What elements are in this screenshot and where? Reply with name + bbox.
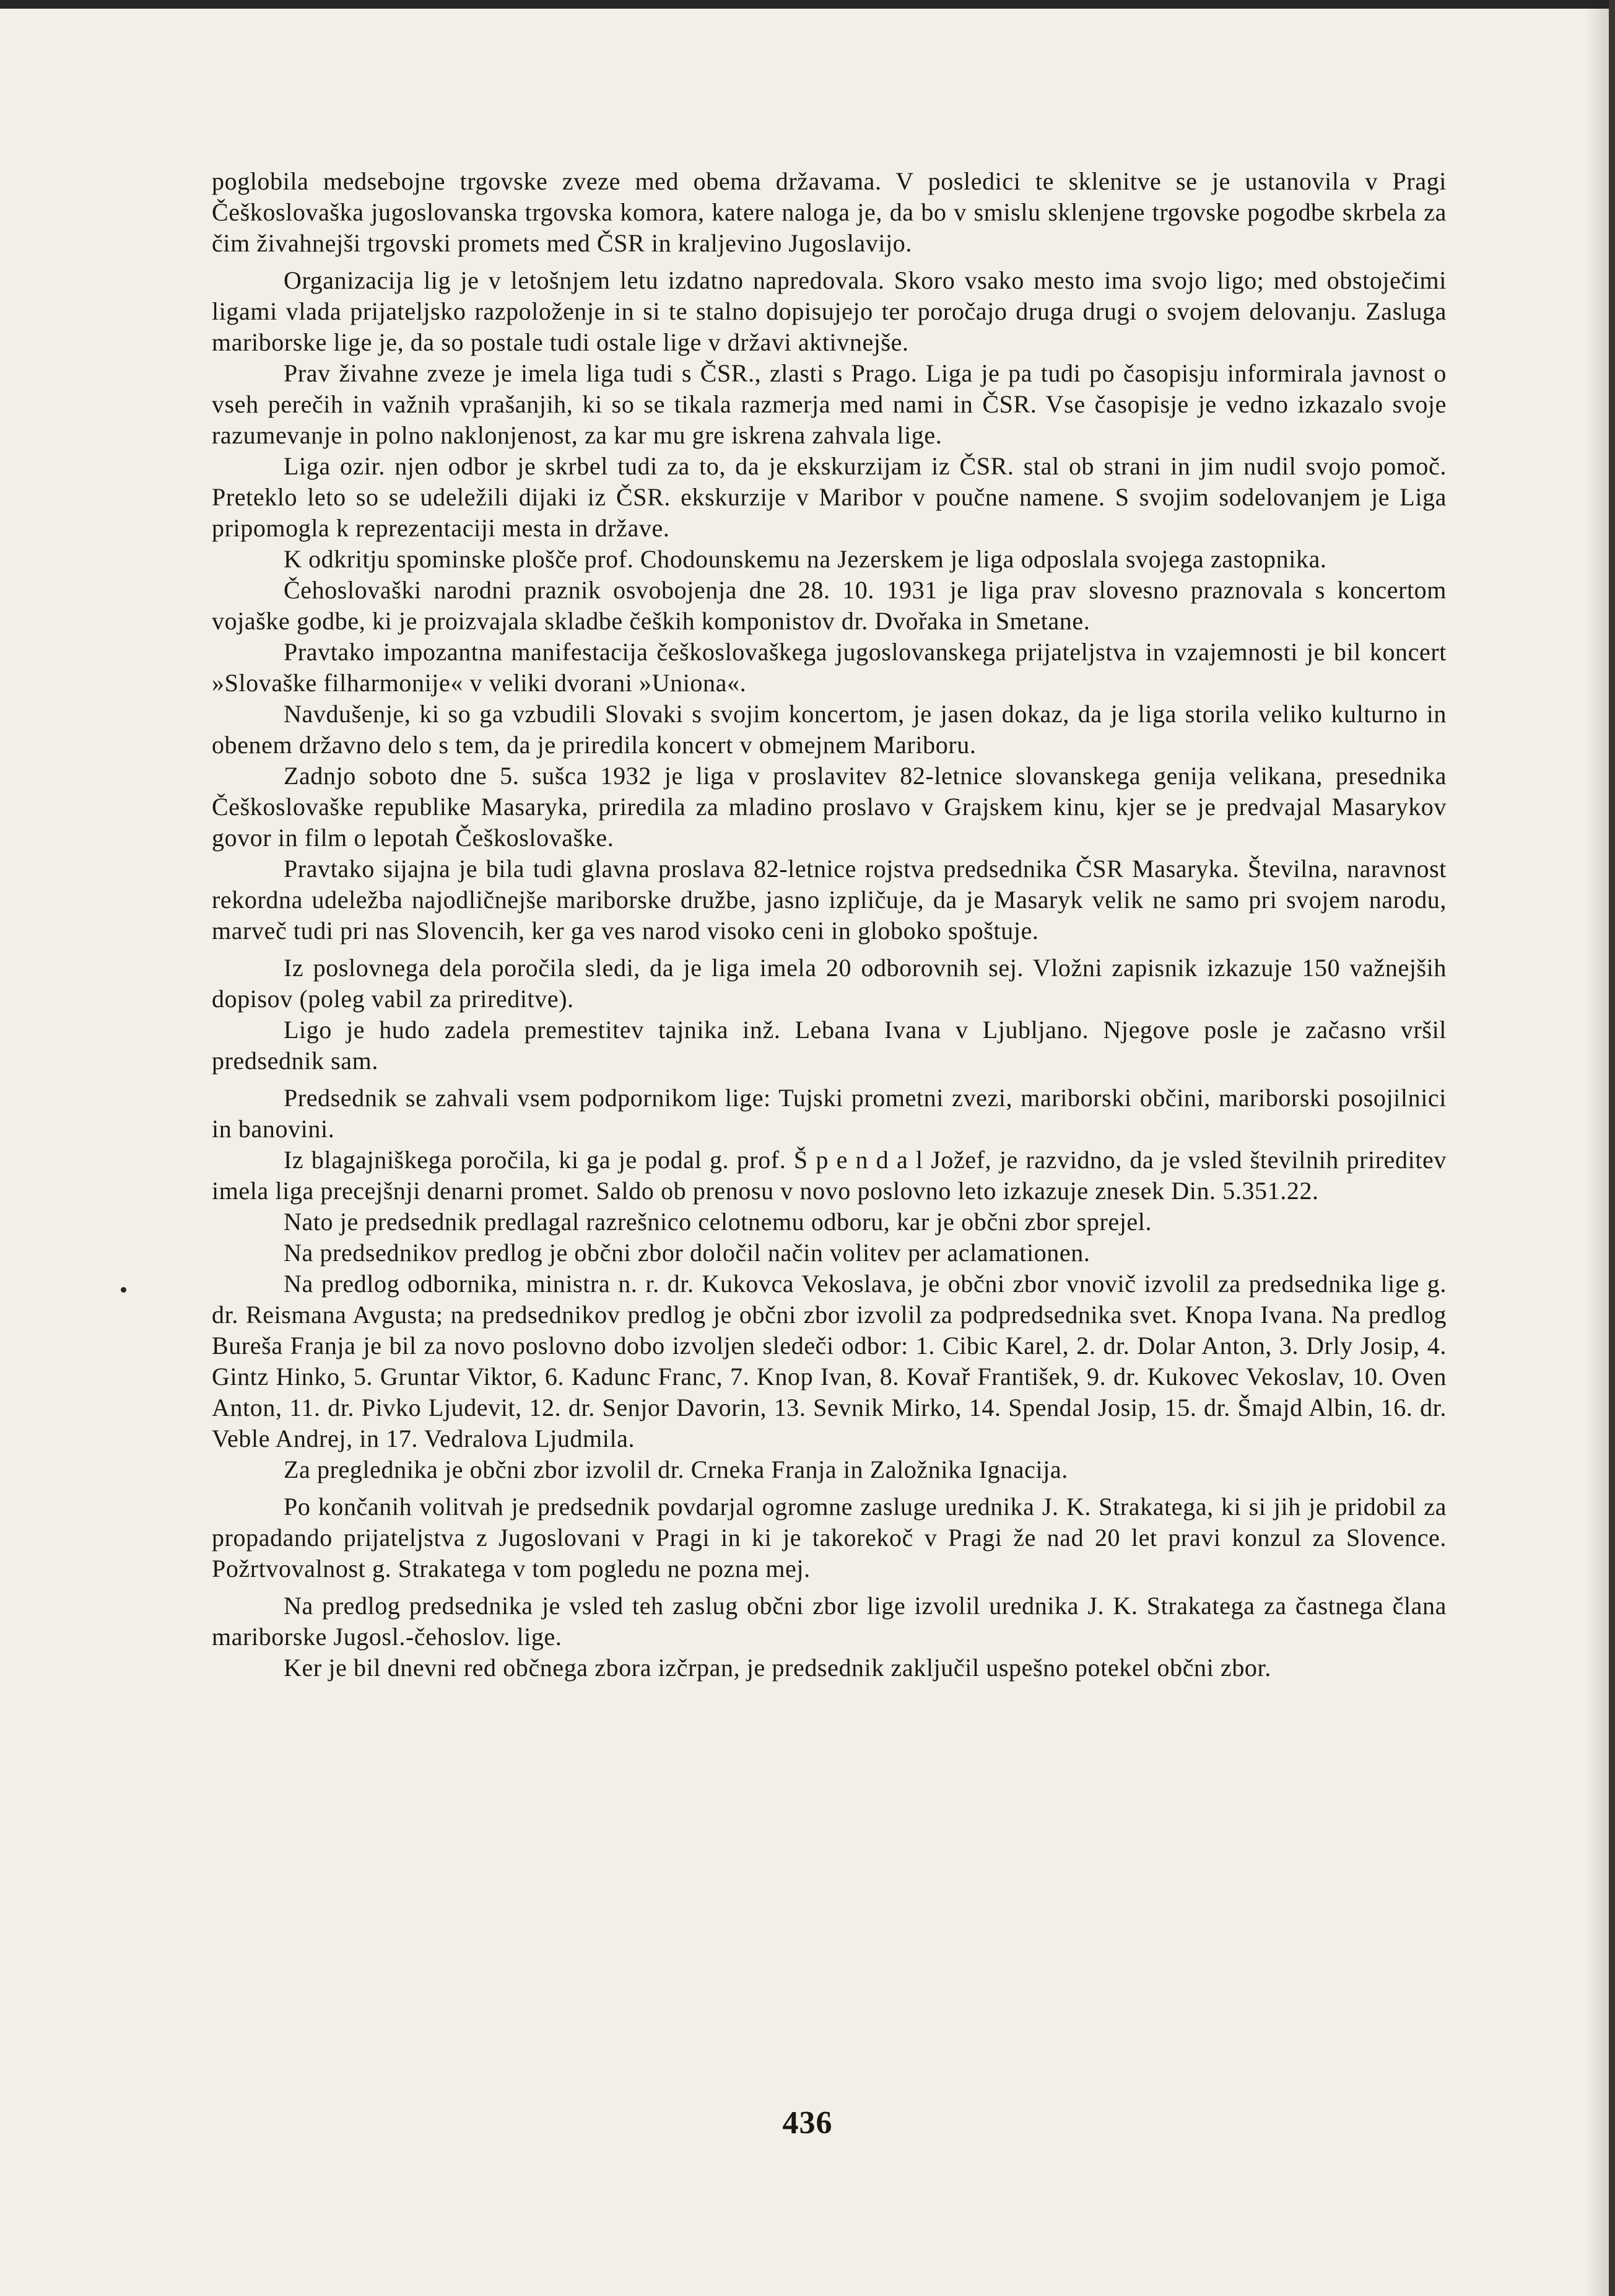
paragraph: Čehoslovaški narodni praznik osvobojenja dne 28. 10. 1931 je liga prav slovesno praznovala s koncertom vojaške godbe, ki je proizvajala skladbe čeških komponistov dr. Dvořaka in Smetane. (212, 576, 1447, 635)
paragraph: Organizacija lig je v letošnjem letu izdatno napredovala. Skoro vsako mesto ima svojo ligo; med obstoječimi ligami vlada prijateljsko razpoloženje in si te stalno dopisujejo ter poročajo druga drugi o svojem delovanju. Zasluga mariborske lige je, da so postale tudi ostale lige v državi aktivnejše. (212, 266, 1447, 356)
paragraph: Na predlog predsednika je vsled teh zaslug občni zbor lige izvolil urednika J. K. Strakatega za častnega člana mariborske Jugosl.-čehoslov. lige. (212, 1592, 1447, 1651)
page-number: 436 (782, 2105, 833, 2141)
paragraph: Ligo je hudo zadela premestitev tajnika inž. Lebana Ivana v Ljubljano. Njegove posle je začasno vršil predsednik sam. (212, 1016, 1447, 1075)
paragraph: Iz blagajniškega poročila, ki ga je podal g. prof. Š p e n d a l Jožef, je razvidno, da je vsled številnih prireditev imela liga precejšnji denarni promet. Saldo ob prenosu v novo poslovno leto izkazuje znesek Din. 5.351.22. (212, 1146, 1447, 1205)
paragraph: Navdušenje, ki so ga vzbudili Slovaki s svojim koncertom, je jasen dokaz, da je liga storila veliko kulturno in obenem državno delo s tem, da je priredila koncert v obmejnem Mariboru. (212, 700, 1447, 759)
body-text (212, 166, 1447, 1683)
paragraph: Na predlog odbornika, ministra n. r. dr. Kukovca Vekoslava, je občni zbor vnovič izvolil za predsednika lige g. dr. Reismana Avgusta; na predsednikov predlog je občni zbor izvolil za podpredsednika svet. Knopa Ivana. Na predlog Bureša Franja je bil za novo poslovno dobo izvoljen sledeči odbor: 1. Cibic Karel, 2. dr. Dolar Anton, 3. Drly Josip, 4. Gintz Hinko, 5. Gruntar Viktor, 6. Kadunc Franc, 7. Knop Ivan, 8. Kovař František, 9. dr. Kukovec Vekoslav, 10. Oven Anton, 11. dr. Pivko Ljudevit, 12. dr. Senjor Davorin, 13. Sevnik Mirko, 14. Spendal Josip, 15. dr. Šmajd Albin, 16. dr. Veble Andrej, in 17. Vedralova Ljudmila. (212, 1270, 1447, 1452)
paragraph: Liga ozir. njen odbor je skrbel tudi za to, da je ekskurzijam iz ČSR. stal ob strani in jim nudil svojo pomoč. Preteklo leto so se udeležili dijaki iz ČSR. ekskurzije v Maribor v poučne namene. S svojim sodelovanjem je Liga pripomogla k reprezentaciji mesta in države. (212, 452, 1447, 542)
paragraph: Prav živahne zveze je imela liga tudi s ČSR., zlasti s Prago. Liga je pa tudi po časopisju informirala javnost o vseh perečih in važnih vprašanjih, ki so se tikala razmerja med nami in ČSR. Vse časopisje je vedno izkazalo svoje razumevanje in polno naklonjenost, za kar mu gre iskrena zahvala lige. (212, 359, 1447, 449)
paragraph: K odkritju spominske plošče prof. Chodounskemu na Jezerskem je liga odposlala svojega zastopnika. (284, 545, 1327, 573)
paragraph: Ker je bil dnevni red občnega zbora izčrpan, je predsednik zaključil uspešno potekel občni zbor. (284, 1654, 1271, 1682)
paragraph: Na predsednikov predlog je občni zbor določil način volitev per aclamationen. (284, 1239, 1090, 1267)
scan-border-top (0, 0, 1615, 9)
paragraph: Pravtako sijajna je bila tudi glavna proslava 82-letnice rojstva predsednika ČSR Masaryka. Številna, naravnost rekordna udeležba najodličnejše mariborske družbe, jasno izpličuje, da je Masaryk velik ne samo pri svojem narodu, marveč tudi pri nas Slovencih, ker ga ves narod visoko ceni in globoko spoštuje. (212, 855, 1447, 945)
scan-border-right (1609, 0, 1615, 2296)
paragraph: Nato je predsednik predlagal razrešnico celotnemu odboru, kar je občni zbor sprejel. (284, 1208, 1152, 1236)
paragraph: Zadnjo soboto dne 5. sušca 1932 je liga v proslavitev 82-letnice slovanskega genija velikana, presednika Češkoslovaške republike Masaryka, priredila za mladino proslavo v Grajskem kinu, kjer se je predvajal Masarykov govor in film o lepotah Češkoslovaške. (212, 762, 1447, 852)
page-edge-shadow (1585, 0, 1609, 2296)
paragraph: Po končanih volitvah je predsednik povdarjal ogromne zasluge urednika J. K. Strakatega, ki si jih je pridobil za propadando prijateljstva z Jugoslovani v Pragi in ki je takorekoč v Pragi že nad 20 let pravi konzul za Slovence. Požrtvovalnost g. Strakatega v tom pogledu ne pozna mej. (212, 1493, 1447, 1582)
margin-mark (121, 1287, 126, 1293)
paragraph: Za preglednika je občni zbor izvolil dr. Crneka Franja in Založnika Ignacija. (284, 1456, 1068, 1483)
paragraph: Iz poslovnega dela poročila sledi, da je liga imela 20 odborovnih sej. Vložni zapisnik izkazuje 150 važnejših dopisov (poleg vabil za prireditve). (212, 954, 1447, 1013)
paragraph: poglobila medsebojne trgovske zveze med obema državama. V posledici te sklenitve se je ustanovila v Pragi Češkoslovaška jugoslovanska trgovska komora, katere naloga je, da bo v smislu sklenjene trgovske pogodbe skrbela za čim živahnejši trgovski promets med ČSR in kraljevino Jugoslavijo. (212, 167, 1447, 257)
paragraph: Predsednik se zahvali vsem podpornikom lige: Tujski prometni zvezi, mariborski občini, mariborski posojilnici in banovini. (212, 1084, 1447, 1143)
paragraph: Pravtako impozantna manifestacija češkoslovaškega jugoslovanskega prijateljstva in vzajemnosti je bil koncert »Slovaške filharmonije« v veliki dvorani »Uniona«. (212, 638, 1447, 697)
